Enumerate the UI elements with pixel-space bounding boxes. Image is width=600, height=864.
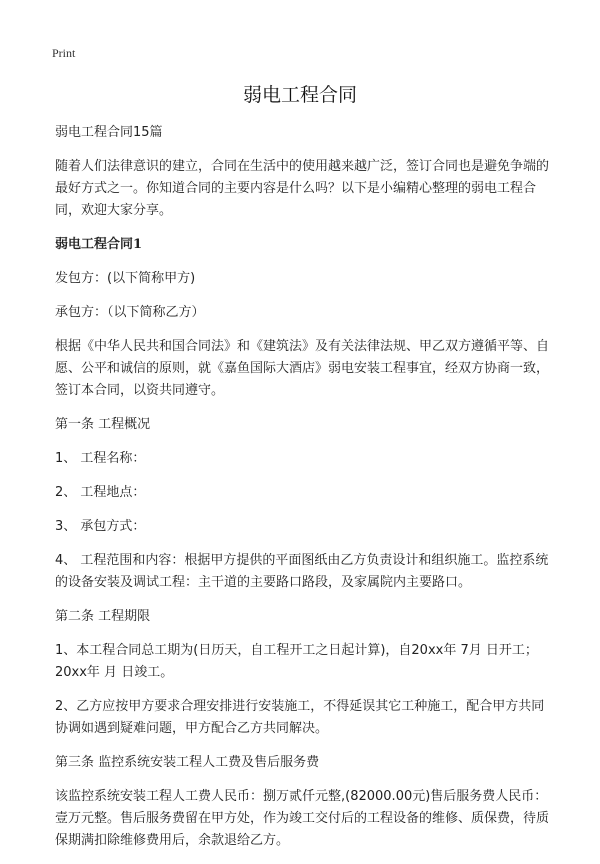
article-3-heading: 第三条 监控系统安装工程人工费及售后服务费 — [55, 755, 320, 770]
page-title: 弱电工程合同 — [242, 84, 357, 106]
schedule-paragraph-1: 1、本工程合同总工期为(日历天，自工程开工之日起计算)，自20xx年 7月 日开工；20xx年 月 日竣工。 — [55, 643, 538, 680]
print-link[interactable]: Print — [52, 46, 76, 60]
document-subtitle: 弱电工程合同15篇 — [55, 125, 163, 140]
preamble-paragraph: 根据《中华人民共和国合同法》和《建筑法》及有关法律法规、甲乙双方遵循平等、自愿、公平和诚信的原则，就《嘉鱼国际大酒店》弱电安装工程事宜，经双方协商一致，签订本合同，以资共同遵守。 — [55, 339, 550, 398]
project-scope-paragraph: 4、 工程范围和内容：根据甲方提供的平面图纸由乙方负责设计和组织施工。监控系统的设备安装及调试工程：主干道的主要路口路段，及家属院内主要路口。 — [55, 553, 549, 590]
fees-paragraph: 该监控系统安装工程人工费人民币：捌万贰仟元整,(82000.00元)售后服务费人民币：壹万元整。售后服务费留在甲方处，作为竣工交付后的工程设备的维修、质保费，待质保期满扣除维修费用后，余款退给乙方。 — [55, 789, 550, 848]
document-body — [55, 122, 553, 864]
party-a-line: 发包方：(以下简称甲方) — [55, 271, 196, 286]
article-1-heading: 第一条 工程概况 — [55, 417, 151, 432]
contract-method-line: 3、 承包方式： — [55, 519, 146, 534]
article-2-heading: 第二条 工程期限 — [55, 609, 151, 624]
party-b-line: 承包方：（以下简称乙方） — [55, 305, 205, 320]
project-name-line: 1、 工程名称： — [55, 451, 146, 466]
intro-paragraph: 随着人们法律意识的建立，合同在生活中的使用越来越广泛，签订合同也是避免争端的最好方式之一。你知道合同的主要内容是什么吗？以下是小编精心整理的弱电工程合同，欢迎大家分享。 — [55, 159, 550, 218]
section-heading: 弱电工程合同1 — [55, 237, 143, 252]
project-location-line: 2、 工程地点： — [55, 485, 146, 500]
schedule-paragraph-2: 2、乙方应按甲方要求合理安排进行安装施工，不得延误其它工种施工，配合甲方共同协调如遇到疑难问题，甲方配合乙方共同解决。 — [55, 699, 545, 736]
